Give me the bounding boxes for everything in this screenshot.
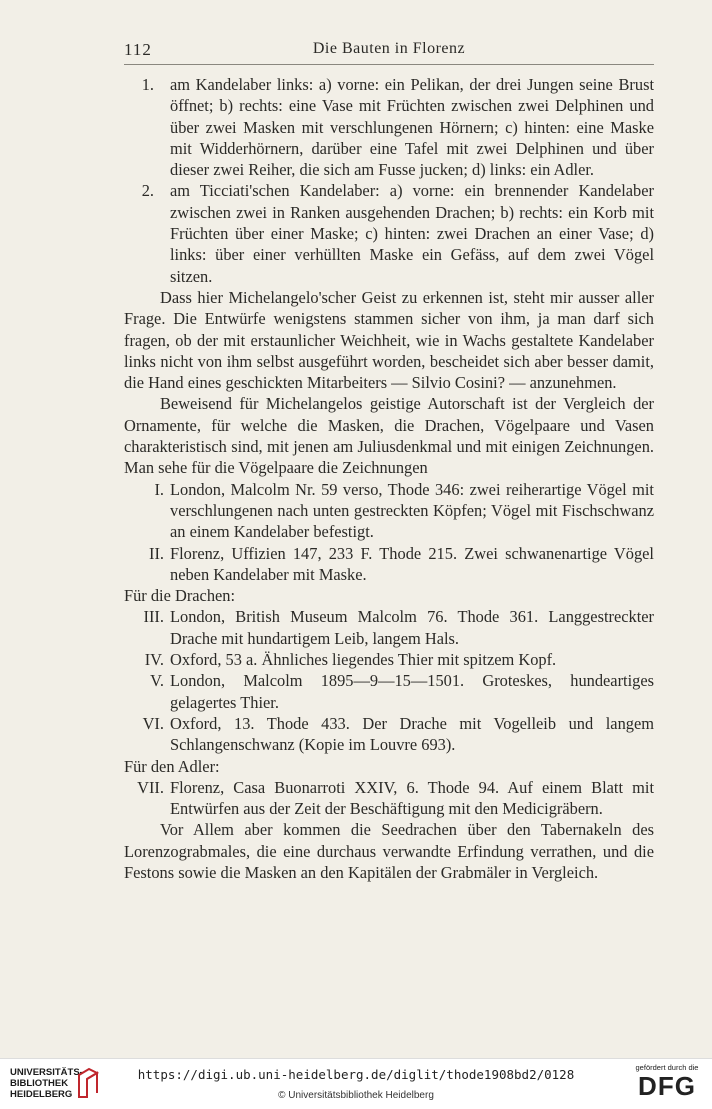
dfg-note: gefördert durch die	[635, 1063, 699, 1072]
library-name-line: HEIDELBERG	[10, 1089, 73, 1100]
list-text: Florenz, Casa Buonarroti XXIV, 6. Thode 94. Auf einem Blatt mit Entwürfen aus der Zeit der Beschäftigung mit den Medicigräbern.	[170, 777, 654, 819]
list-text: London, Malcolm 1895—9—15—1501. Groteskes, hundeartiges gelagertes Thier.	[170, 671, 654, 712]
list-item	[124, 74, 654, 180]
paragraph: Beweisend für Michelangelos geistige Autorschaft ist der Vergleich der Ornamente, für welche die Masken, die Drachen, Vögelpaare und Vasen charakteristisch sind, mit jenen am Juliusdenkmal und mit einigen Zeichnungen. Man sehe für die Vögelpaare die Zeichnungen	[124, 394, 654, 478]
library-name-line: BIBLIOTHEK	[10, 1078, 69, 1089]
list-text: am Ticciati'schen Kandelaber: a) vorne: ein brennender Kandelaber zwischen zwei in Ranken ausgehenden Drachen; b) rechts: ein Korb mit Früchten über einer Maske; c) hinten: zwei Drachen an einer Vase; d) links: über einer verhüllten Maske ein Gefäss, auf dem zwei Vögel sitzen.	[170, 181, 654, 286]
list-item	[124, 713, 654, 756]
copyright-notice: © Universitätsbibliothek Heidelberg	[278, 1090, 434, 1101]
list-number: I.	[154, 479, 164, 499]
dfg-logo-text: DFG	[638, 1071, 696, 1101]
list-text: Oxford, 13. Thode 433. Der Drache mit Vogelleib und langem Schlangenschwanz (Kopie im Louvre 693).	[170, 713, 654, 755]
list-item	[124, 777, 654, 820]
dfg-funding-logo	[632, 1063, 702, 1100]
library-name-line: UNIVERSITÄTS-	[10, 1067, 83, 1078]
list-item	[124, 479, 654, 543]
list-item	[124, 180, 654, 286]
page-header	[124, 40, 654, 65]
list-number: III.	[143, 607, 164, 627]
list-text: London, Malcolm Nr. 59 verso, Thode 346: zwei reiherartige Vögel mit verschlungenen nach unten gestreckten Köpfen; Vögel mit Fischschwanz an einem Kandelaber befestigt.	[170, 479, 654, 542]
running-title: Die Bauten in Florenz	[312, 40, 466, 57]
list-item	[124, 543, 654, 586]
list-item	[124, 606, 654, 649]
paragraph: Vor Allem aber kommen die Seedrachen über den Tabernakeln des Lorenzograbmales, die eine durchaus verwandte Erfindung verrathen, und die Festons sowie die Masken an den Kapitälen der Grabmäler in Vergleich.	[124, 820, 654, 882]
section-label: Für den Adler:	[124, 756, 220, 776]
list-number: VI.	[142, 713, 164, 733]
section-label: Für die Drachen:	[124, 586, 236, 606]
list-item	[124, 670, 654, 713]
permalink-url[interactable]: https://digi.ub.uni-heidelberg.de/diglit/thode1908bd2/0128	[137, 1067, 575, 1082]
list-text: Oxford, 53 a. Ähnliches liegendes Thier mit spitzem Kopf.	[170, 650, 557, 670]
list-text: am Kandelaber links: a) vorne: ein Pelikan, der drei Jungen seine Brust öffnet; b) rechts: eine Vase mit Früchten zwischen zwei Delphinen und über zwei Masken mit verschlungenen Hörnern; c) hinten: eine Maske mit Widderhörnern, darüber eine Tafel mit zwei Delphinen und über dieser zwei Reiher, die sich am Fusse jucken; d) links: ein Adler.	[170, 75, 654, 180]
list-text: Florenz, Uffizien 147, 233 F. Thode 215. Zwei schwanenartige Vögel neben Kandelaber mit Maske.	[170, 543, 654, 584]
list-number: II.	[148, 543, 164, 563]
list-item	[124, 649, 654, 670]
list-number: 2.	[141, 181, 154, 201]
list-number: VII.	[137, 777, 164, 797]
viewer-footer	[0, 1058, 712, 1109]
list-text: London, British Museum Malcolm 76. Thode 361. Langgestreckter Drache mit hundartigem Leib, langem Hals.	[170, 607, 654, 648]
list-number: IV.	[144, 650, 164, 670]
list-number: V.	[150, 671, 164, 691]
body-text	[124, 74, 654, 883]
list-number: 1.	[141, 75, 154, 94]
paragraph: Dass hier Michelangelo'scher Geist zu erkennen ist, steht mir ausser aller Frage. Die Entwürfe wenigstens stammen sicher von ihm, ja man darf sich fragen, ob der mit erstaunlicher Weichheit, wie in Wachs gestaltete Kandelaber links nicht von ihm selbst ausgeführt worden, bescheidet sich aber besser damit, die Hand eines geschickten Mitarbeiters — Silvio Cosini? — anzunehmen.	[124, 287, 654, 393]
page-number: 112	[124, 40, 152, 59]
